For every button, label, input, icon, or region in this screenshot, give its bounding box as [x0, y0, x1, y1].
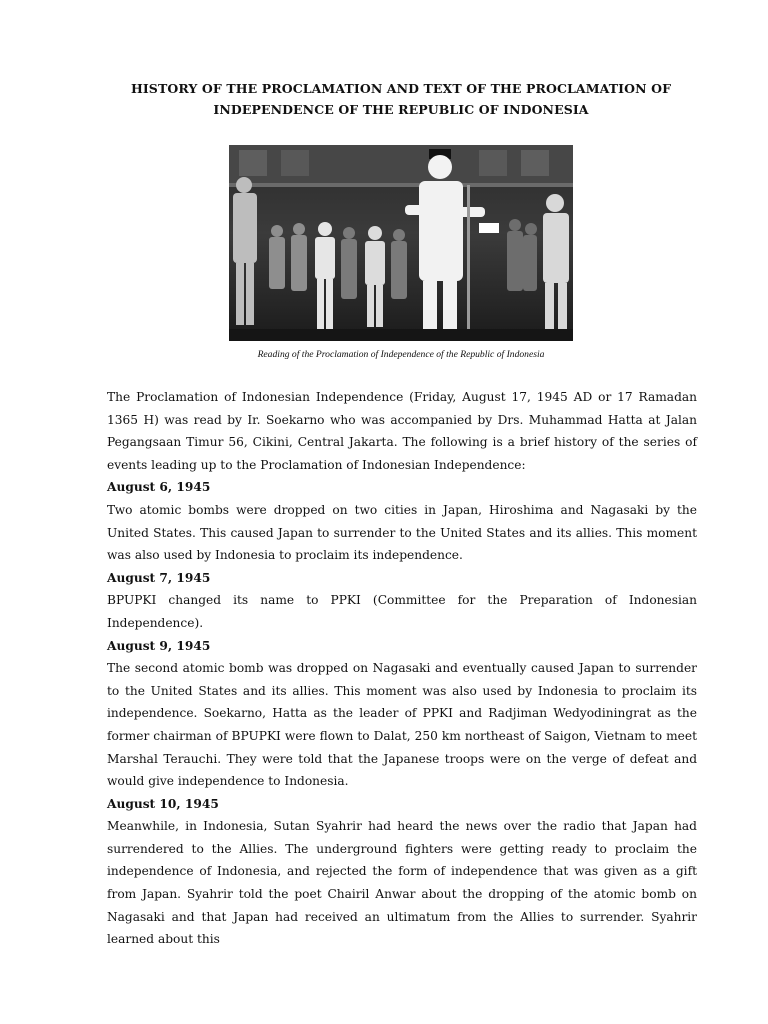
section-paragraph: BPUPKI changed its name to PPKI (Committee for the Preparation of Indonesian Independence).	[107, 593, 697, 630]
proclamation-photo	[229, 145, 573, 341]
proclamation-photo-image	[229, 145, 573, 341]
section-heading: August 10, 1945	[107, 796, 219, 811]
section-paragraph: Two atomic bombs were dropped on two cities in Japan, Hiroshima and Nagasaki by the United States. This caused Japan to surrender to the United States and its allies. This moment was also used by Indonesia to proclaim its independence.	[107, 502, 697, 563]
intro-paragraph: The Proclamation of Indonesian Independence (Friday, August 17, 1945 AD or 17 Ramadan 1365 H) was read by Ir. Soekarno who was accompanied by Drs. Muhammad Hatta at Jalan Pegangsaan Timur 56, Cikini, Central Jakarta. The following is a brief history of the series of events leading up to the Proclamation of Indonesian Independence:	[107, 390, 697, 472]
section-heading: August 7, 1945	[107, 570, 211, 585]
photo-caption: Reading of the Proclamation of Independence of the Republic of Indonesia	[257, 349, 545, 360]
document-body	[107, 386, 697, 951]
title-line-2: INDEPENDENCE OF THE REPUBLIC OF INDONESIA	[213, 102, 589, 117]
document-title	[100, 78, 702, 120]
title-line-1: HISTORY OF THE PROCLAMATION AND TEXT OF THE PROCLAMATION OF	[130, 81, 672, 96]
section-heading: August 6, 1945	[107, 480, 211, 495]
section-heading: August 9, 1945	[107, 638, 211, 653]
section-paragraph: Meanwhile, in Indonesia, Sutan Syahrir had heard the news over the radio that Japan had surrendered to the Allies. The underground fighters were getting ready to proclaim the independence of Indonesia, and rejected the form of independence that was given as a gift from Japan. Syahrir told the poet Chairil Anwar about the dropping of the atomic bomb on Nagasaki and that Japan had received an ultimatum from the Allies to surrender. Syahrir learned about this	[107, 819, 697, 947]
section-paragraph: The second atomic bomb was dropped on Nagasaki and eventually caused Japan to surrender to the United States and its allies. This moment was also used by Indonesia to proclaim its independence. Soekarno, Hatta as the leader of PPKI and Radjiman Wedyodiningrat as the former chairman of BPUPKI were flown to Dalat, 250 km northeast of Saigon, Vietnam to meet Marshal Terauchi. They were told that the Japanese troops were on the verge of defeat and would give independence to Indonesia.	[107, 661, 697, 789]
